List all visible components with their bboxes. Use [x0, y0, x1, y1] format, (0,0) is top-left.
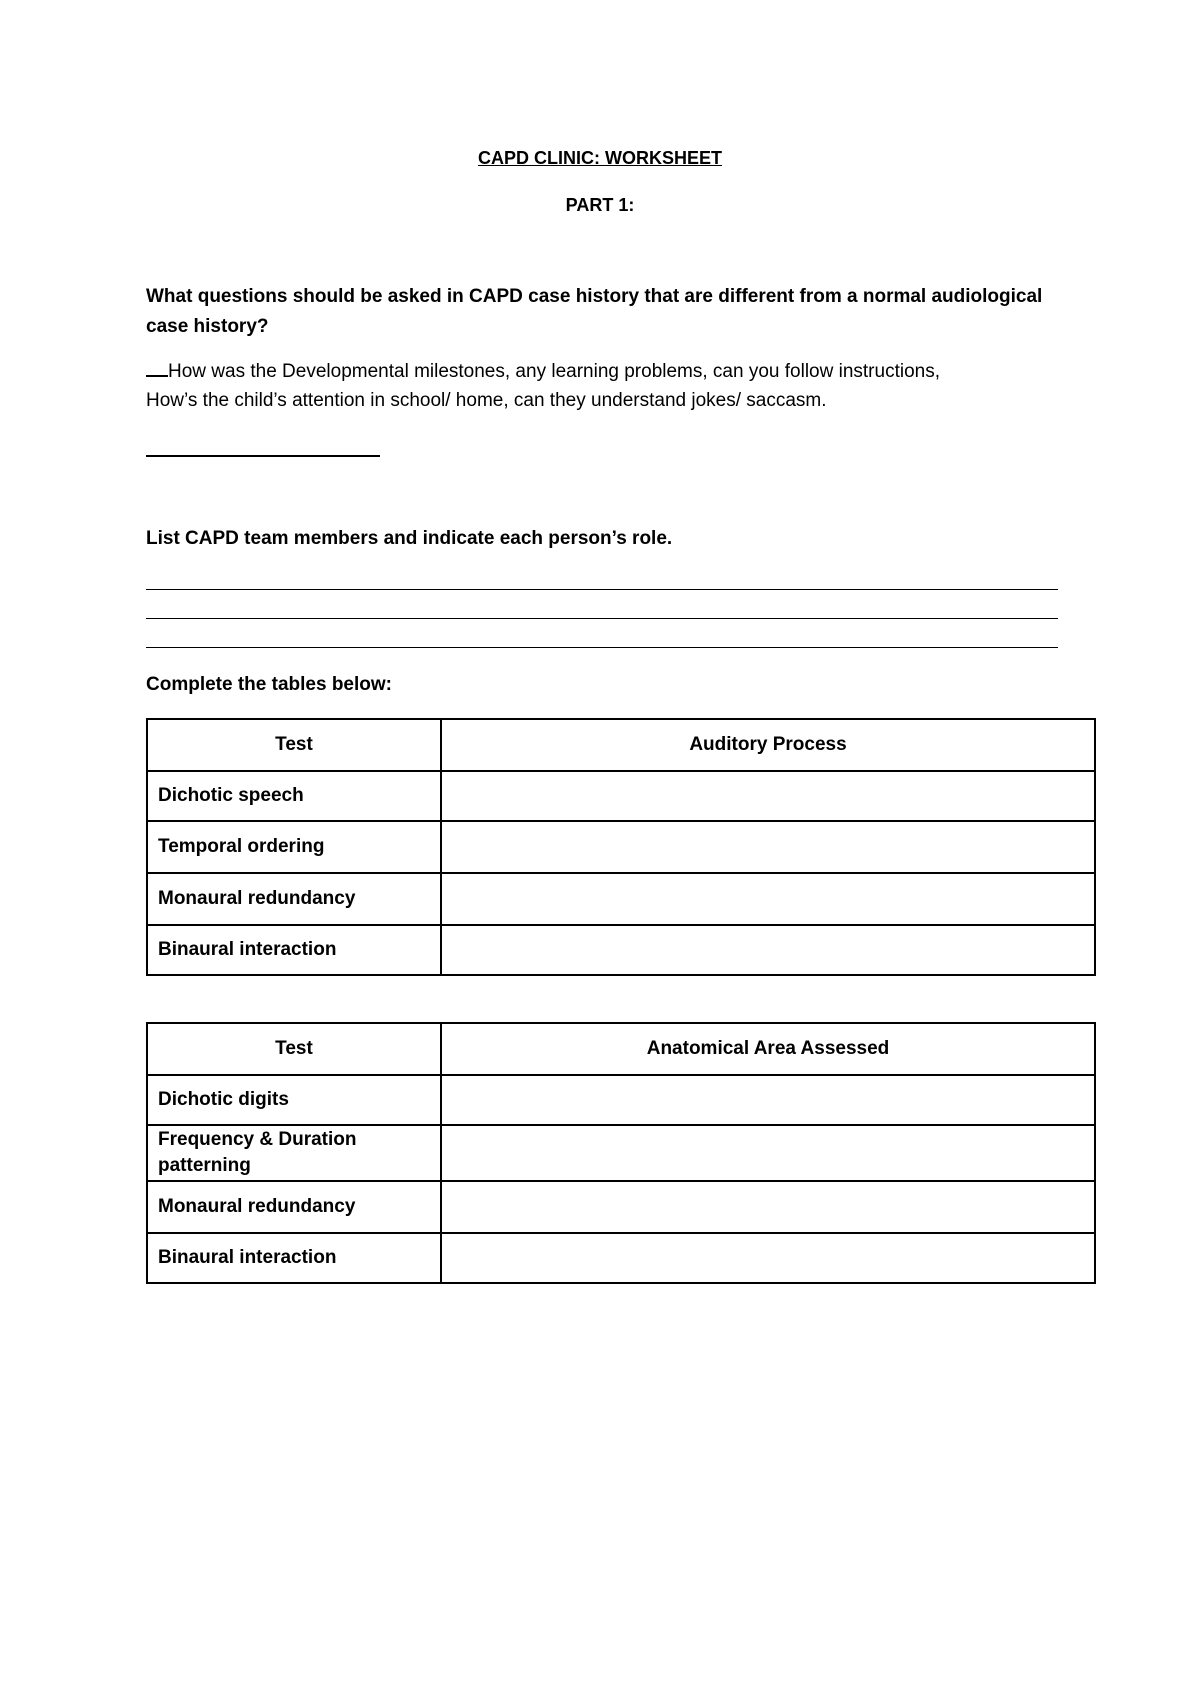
- answer-case-history: [146, 357, 1066, 415]
- answer-cell[interactable]: [441, 1181, 1095, 1233]
- table-row: [147, 1233, 1095, 1283]
- answer-line-2: How’s the child’s attention in school/ home, can they understand jokes/ saccasm.: [146, 390, 827, 411]
- row-label: Dichotic digits: [147, 1075, 441, 1125]
- question-case-history: What questions should be asked in CAPD case history that are different from a normal audiological case history?: [146, 286, 1043, 337]
- part-heading: PART 1:: [565, 195, 635, 215]
- table-row: [147, 1181, 1095, 1233]
- answer-cell[interactable]: [441, 925, 1095, 975]
- page-title: CAPD CLINIC: WORKSHEET: [478, 148, 722, 168]
- answer-cell[interactable]: [441, 1233, 1095, 1283]
- table-header-row: [147, 1023, 1095, 1075]
- header-test: Test: [147, 1023, 441, 1075]
- row-label: Monaural redundancy: [147, 873, 441, 925]
- answer-cell[interactable]: [441, 873, 1095, 925]
- auditory-process-table: [146, 718, 1096, 976]
- table-row: [147, 1075, 1095, 1125]
- header-test: Test: [147, 719, 441, 771]
- answer-cell[interactable]: [441, 1125, 1095, 1181]
- table-row: [147, 1125, 1095, 1181]
- tables-instruction: Complete the tables below:: [146, 674, 392, 695]
- anatomical-area-table: [146, 1022, 1096, 1284]
- question-team-members: List CAPD team members and indicate each person’s role.: [146, 528, 673, 549]
- answer-cell[interactable]: [441, 1075, 1095, 1125]
- table-header-row: [147, 719, 1095, 771]
- row-label: Frequency & Duration patterning: [147, 1125, 441, 1181]
- header-auditory-process: Auditory Process: [441, 719, 1095, 771]
- answer-blank-lead: [146, 357, 168, 377]
- row-label: Binaural interaction: [147, 925, 441, 975]
- answer-cell[interactable]: [441, 771, 1095, 821]
- answer-rule-3: [146, 647, 1058, 648]
- table-row: [147, 771, 1095, 821]
- row-label: Dichotic speech: [147, 771, 441, 821]
- header-anatomical-area: Anatomical Area Assessed: [441, 1023, 1095, 1075]
- row-label: Binaural interaction: [147, 1233, 441, 1283]
- answer-blank-line: [146, 455, 380, 457]
- answer-rule-2: [146, 618, 1058, 619]
- row-label: Monaural redundancy: [147, 1181, 441, 1233]
- answer-rule-1: [146, 589, 1058, 590]
- row-label: Temporal ordering: [147, 821, 441, 873]
- answer-line-1: How was the Developmental milestones, any learning problems, can you follow instructions,: [168, 361, 940, 382]
- table-row: [147, 873, 1095, 925]
- answer-cell[interactable]: [441, 821, 1095, 873]
- table-row: [147, 821, 1095, 873]
- table-row: [147, 925, 1095, 975]
